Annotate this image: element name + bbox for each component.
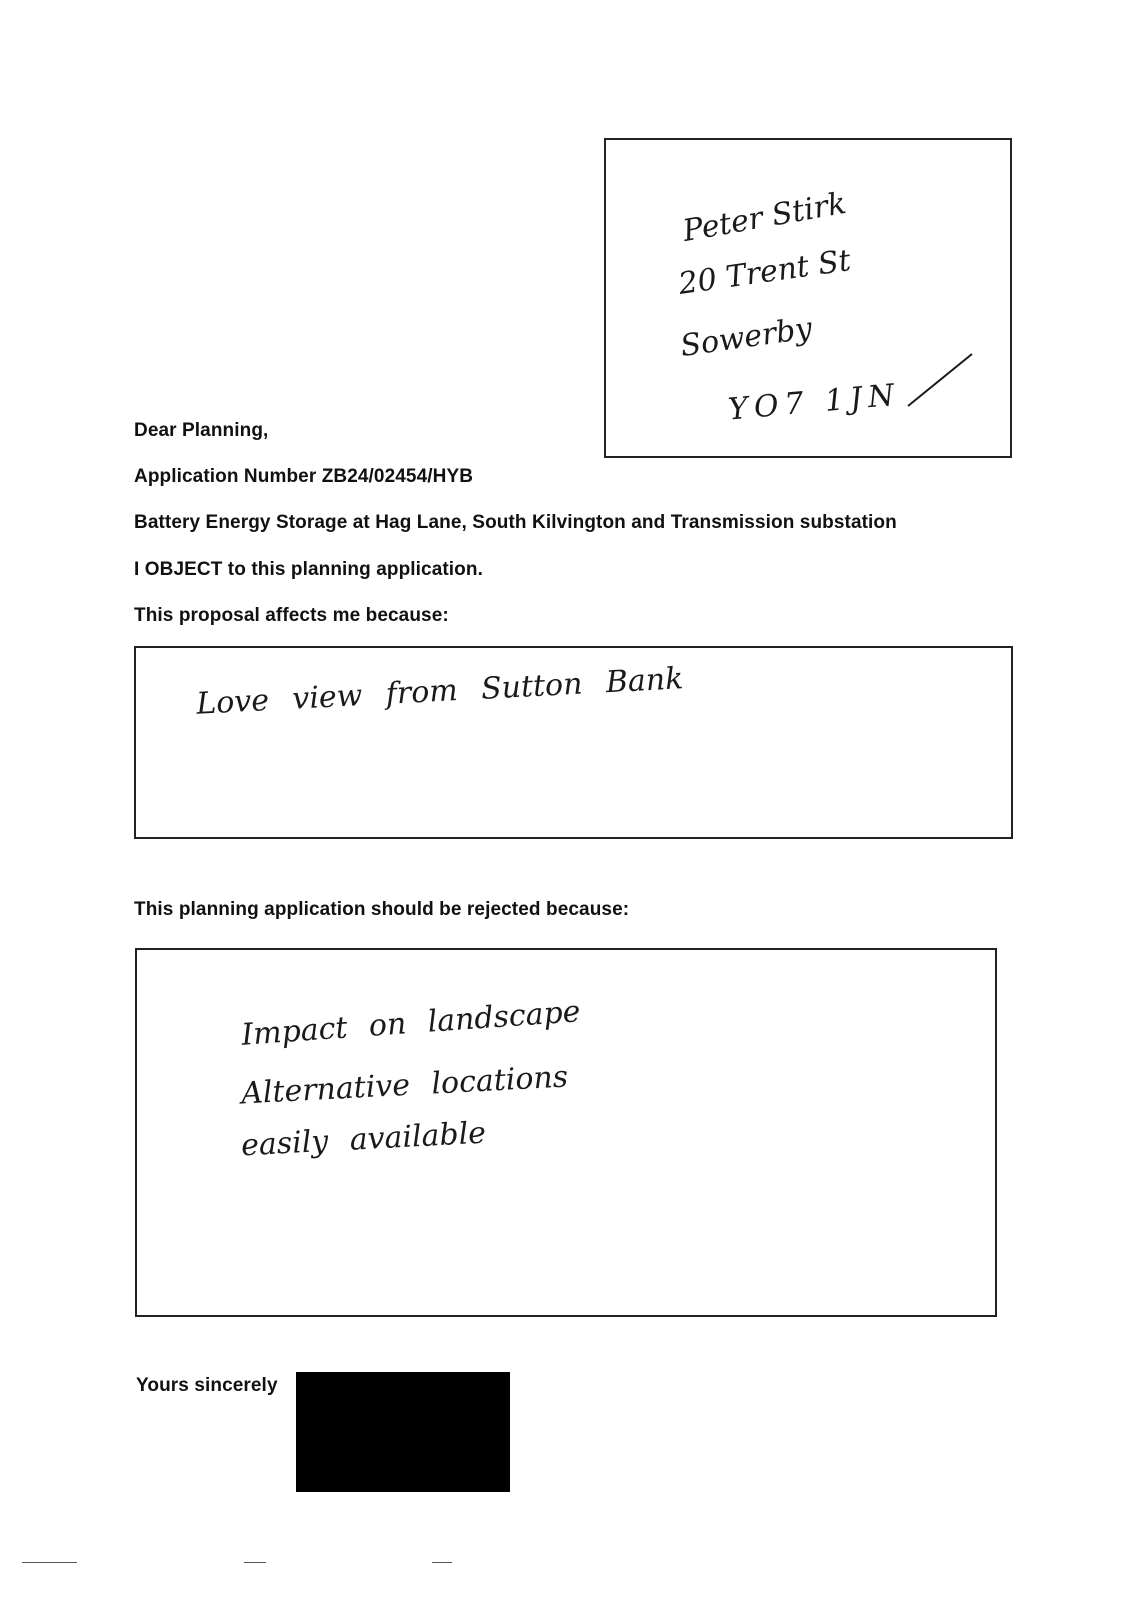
affects-answer-box: [134, 646, 1013, 839]
rejected-label: This planning application should be rejected because:: [134, 899, 630, 920]
closing: Yours sincerely: [136, 1375, 278, 1396]
application-number: Application Number ZB24/02454/HYB: [134, 466, 474, 487]
scan-mark-2: [244, 1562, 266, 1563]
signature-redaction: [296, 1372, 510, 1492]
address-line-postcode: YO7 1JN: [726, 377, 902, 428]
rejected-answer-line-3: easily available: [240, 1115, 487, 1164]
address-line-town: Sowerby: [678, 310, 815, 365]
address-line-name: Peter Stirk: [680, 185, 849, 250]
address-line-street: 20 Trent St: [676, 243, 853, 302]
application-subject: Battery Energy Storage at Hag Lane, South Kilvington and Transmission substation: [134, 512, 897, 533]
check-mark-stroke: [906, 350, 976, 410]
affects-answer-line: Love view from Sutton Bank: [195, 661, 685, 722]
affects-label: This proposal affects me because:: [134, 605, 449, 626]
rejected-answer-box: [135, 948, 997, 1317]
objection-statement: I OBJECT to this planning application.: [134, 559, 483, 580]
rejected-answer-line-2: Alternative locations: [240, 1059, 569, 1112]
rejected-answer-line-1: Impact on landscape: [240, 994, 582, 1053]
address-box: [604, 138, 1012, 458]
scan-mark-3: [432, 1562, 452, 1563]
scan-mark-1: [22, 1562, 77, 1563]
salutation: Dear Planning,: [134, 420, 269, 441]
